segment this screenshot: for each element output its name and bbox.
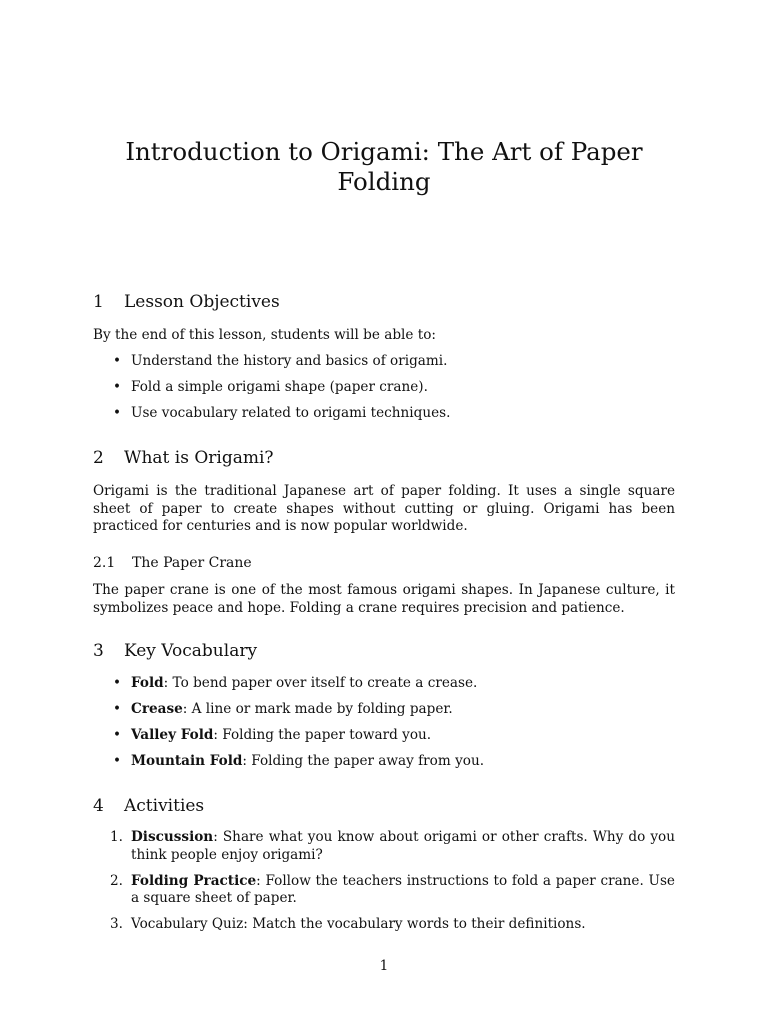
vocabulary-term: Crease (131, 701, 183, 717)
section-title: Activities (124, 796, 205, 816)
bullet-marker: • (113, 675, 122, 691)
paper-crane-paragraph: The paper crane is one of the most famous origami shapes. In Japanese culture, it symbolizes peace and hope. Folding a crane requires precision and patience. (93, 582, 675, 616)
subsection-title: The Paper Crane (132, 555, 252, 571)
section-title: Lesson Objectives (124, 292, 280, 312)
list-item (93, 379, 675, 397)
activity-term: Folding Practice (131, 872, 257, 889)
list-item (93, 353, 675, 371)
vocabulary-term: Mountain Fold (131, 753, 243, 769)
section-heading-what-is-origami (93, 447, 274, 469)
activity-term: Discussion (131, 829, 214, 845)
vocabulary-term: Valley Fold (131, 727, 214, 743)
enum-marker: 3. (110, 916, 123, 932)
activity-item (93, 916, 675, 934)
vocabulary-item (93, 701, 675, 719)
enum-marker: 1. (110, 829, 123, 845)
subsection-number: 2.1 (93, 555, 116, 571)
list-item-text: Understand the history and basics of origami. (131, 353, 448, 369)
section-number: 4 (93, 796, 104, 816)
vocabulary-item (93, 675, 675, 693)
vocabulary-definition: : Folding the paper toward you. (213, 727, 432, 743)
document-page (93, 0, 675, 1024)
activity-text: Vocabulary Quiz: Match the vocabulary words to their definitions. (131, 916, 586, 932)
section-title: Key Vocabulary (124, 641, 258, 661)
vocabulary-term: Fold (131, 675, 164, 691)
vocabulary-definition: : Folding the paper away from you. (242, 753, 485, 769)
section-heading-lesson-objectives (93, 291, 280, 313)
bullet-marker: • (113, 405, 122, 421)
objectives-list (93, 353, 675, 431)
section-number: 1 (93, 292, 104, 312)
list-item (93, 405, 675, 423)
enum-marker: 2. (110, 872, 123, 889)
bullet-marker: • (113, 379, 122, 395)
what-is-origami-paragraph: Origami is the traditional Japanese art of paper folding. It uses a single square sheet of paper to create shapes without cutting or gluing. Origami has been practiced for centuries and is now popular worldwide. (93, 483, 675, 534)
activities-list (93, 829, 675, 942)
bullet-marker: • (113, 753, 122, 769)
activity-text: : Follow the teachers instructions to fold a paper crane. Use a square sheet of paper. (131, 872, 675, 906)
vocabulary-definition: : To bend paper over itself to create a crease. (163, 675, 478, 691)
subsection-heading-paper-crane (93, 554, 252, 572)
vocabulary-item (93, 753, 675, 771)
section-number: 3 (93, 641, 104, 661)
vocabulary-definition: : A line or mark made by folding paper. (182, 701, 453, 717)
section-heading-key-vocabulary (93, 640, 257, 662)
vocabulary-item (93, 727, 675, 745)
list-item-text: Fold a simple origami shape (paper crane). (131, 379, 428, 395)
section-number: 2 (93, 448, 104, 468)
bullet-marker: • (113, 727, 122, 743)
activity-item (93, 829, 675, 864)
list-item-text: Use vocabulary related to origami techniques. (131, 405, 451, 421)
section-heading-activities (93, 795, 204, 817)
bullet-marker: • (113, 701, 122, 717)
activity-item (93, 873, 675, 908)
bullet-marker: • (113, 353, 122, 369)
section-title: What is Origami? (124, 448, 274, 468)
activity-text: : Share what you know about origami or other crafts. Why do you think people enjoy origami? (131, 829, 675, 863)
page-number: 1 (379, 958, 389, 974)
vocabulary-list (93, 675, 675, 779)
objectives-intro: By the end of this lesson, students will be able to: (93, 327, 436, 343)
document-title: Introduction to Origami: The Art of Paper Folding (125, 137, 643, 196)
